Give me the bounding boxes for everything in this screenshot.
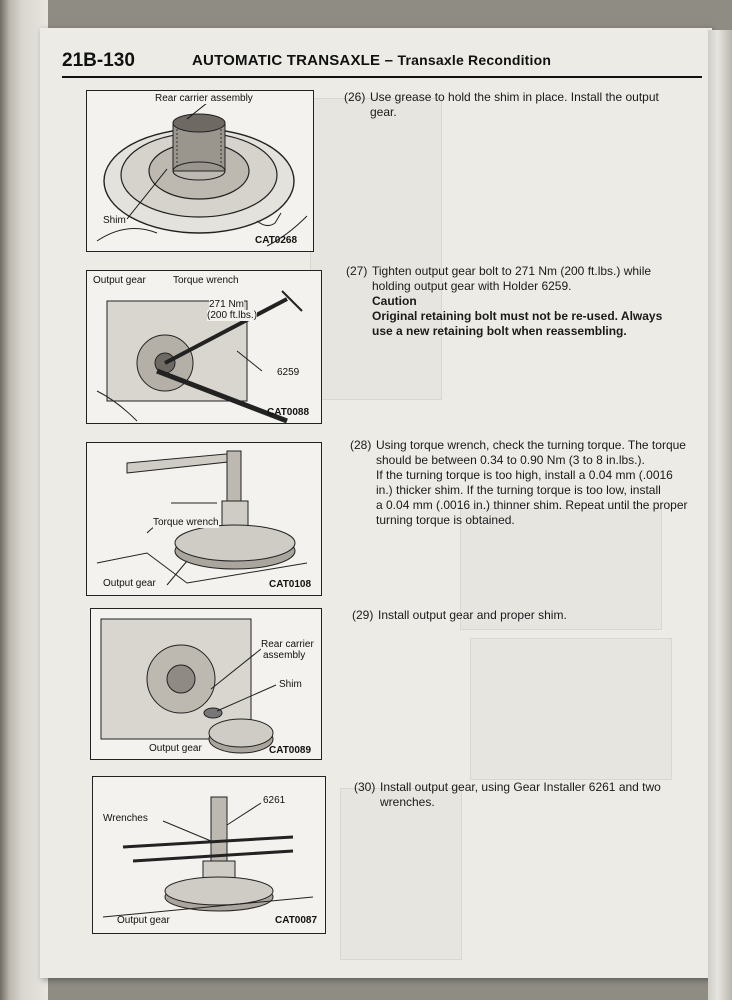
section-code: 21B-130 <box>62 50 135 71</box>
step-29 <box>352 608 706 623</box>
step-line: Tighten output gear bolt to 271 Nm (200 ft.lbs.) while <box>372 264 652 278</box>
caution-line: use a new retaining bolt when reassembling. <box>372 324 627 338</box>
label-output-gear: Output gear <box>103 578 156 589</box>
step-line: Install output gear, using Gear Installer 6261 and two <box>380 780 661 794</box>
figure-code: CAT0108 <box>269 579 312 590</box>
step-28 <box>350 438 706 528</box>
label-holder-6259: 6259 <box>277 367 300 378</box>
header-rule <box>62 76 702 78</box>
label-output-gear: Output gear <box>117 915 170 926</box>
step-line: turning torque is obtained. <box>376 513 515 527</box>
figure-code: CAT0087 <box>275 915 318 926</box>
label-rear-carrier-assembly: Rear carrier assembly <box>155 93 253 104</box>
step-26 <box>344 90 704 120</box>
label-torque-ftlbs: (200 ft.lbs.) <box>207 310 258 321</box>
figure-rear-carrier-shim <box>86 90 314 252</box>
step-line: Install output gear and proper shim. <box>378 608 567 622</box>
page-header <box>62 50 702 76</box>
figure-code: CAT0268 <box>255 235 298 246</box>
step-line: should be between 0.34 to 0.90 Nm (3 to 8 in.lbs.). <box>376 453 645 467</box>
label-shim: Shim <box>279 679 302 690</box>
step-number: (27) <box>346 264 368 278</box>
adjacent-page-edge <box>708 30 732 1000</box>
label-torque-wrench: Torque wrench <box>173 275 239 286</box>
step-line: Use grease to hold the shim in place. Install the output <box>370 90 659 104</box>
rear-carrier-illustration <box>87 91 313 251</box>
manual-page <box>40 28 712 978</box>
title-subtitle: Transaxle Recondition <box>397 52 552 68</box>
caution-title: Caution <box>372 294 417 308</box>
label-shim: Shim <box>103 215 126 226</box>
label-wrenches: Wrenches <box>103 813 148 824</box>
step-30 <box>354 780 706 810</box>
figure-tighten-output-gear <box>86 270 322 424</box>
step-number: (30) <box>354 780 376 794</box>
label-output-gear: Output gear <box>93 275 146 286</box>
bleed-through-diagram <box>470 638 672 780</box>
page-title <box>192 52 551 69</box>
label-rear-carrier: Rear carrier <box>261 639 314 650</box>
step-line: Using torque wrench, check the turning torque. The torque <box>376 438 686 452</box>
step-line: wrenches. <box>380 795 435 809</box>
step-number: (26) <box>344 90 366 104</box>
label-installer-6261: 6261 <box>263 795 286 806</box>
step-27 <box>346 264 706 339</box>
title-main: AUTOMATIC TRANSAXLE <box>192 52 381 69</box>
step-line: in.) thicker shim. If the turning torque is too low, install <box>376 483 661 497</box>
label-torque-wrench: Torque wrench <box>153 517 219 528</box>
bleed-through-table <box>310 98 442 400</box>
figure-check-turning-torque <box>86 442 322 596</box>
step-line: holding output gear with Holder 6259. <box>372 279 572 293</box>
torque-wrench-illustration <box>87 271 321 423</box>
step-number: (28) <box>350 438 372 452</box>
step-line: gear. <box>370 105 397 119</box>
caution-line: Original retaining bolt must not be re-used. Always <box>372 309 663 323</box>
figure-code: CAT0089 <box>269 745 312 756</box>
step-line: If the turning torque is too high, install a 0.04 mm (.0016 <box>376 468 673 482</box>
step-number: (29) <box>352 608 374 622</box>
gear-installer-illustration <box>93 777 325 933</box>
bleed-through-table <box>340 788 462 960</box>
figure-gear-installer <box>92 776 326 934</box>
label-torque-nm: 271 Nm <box>209 299 245 310</box>
figure-install-output-gear-shim <box>90 608 322 760</box>
title-separator: – <box>384 52 394 69</box>
step-line: a 0.04 mm (.0016 in.) thinner shim. Repeat until the proper <box>376 498 688 512</box>
label-assembly: assembly <box>263 650 306 661</box>
figure-code: CAT0088 <box>267 407 310 418</box>
label-output-gear: Output gear <box>149 743 202 754</box>
